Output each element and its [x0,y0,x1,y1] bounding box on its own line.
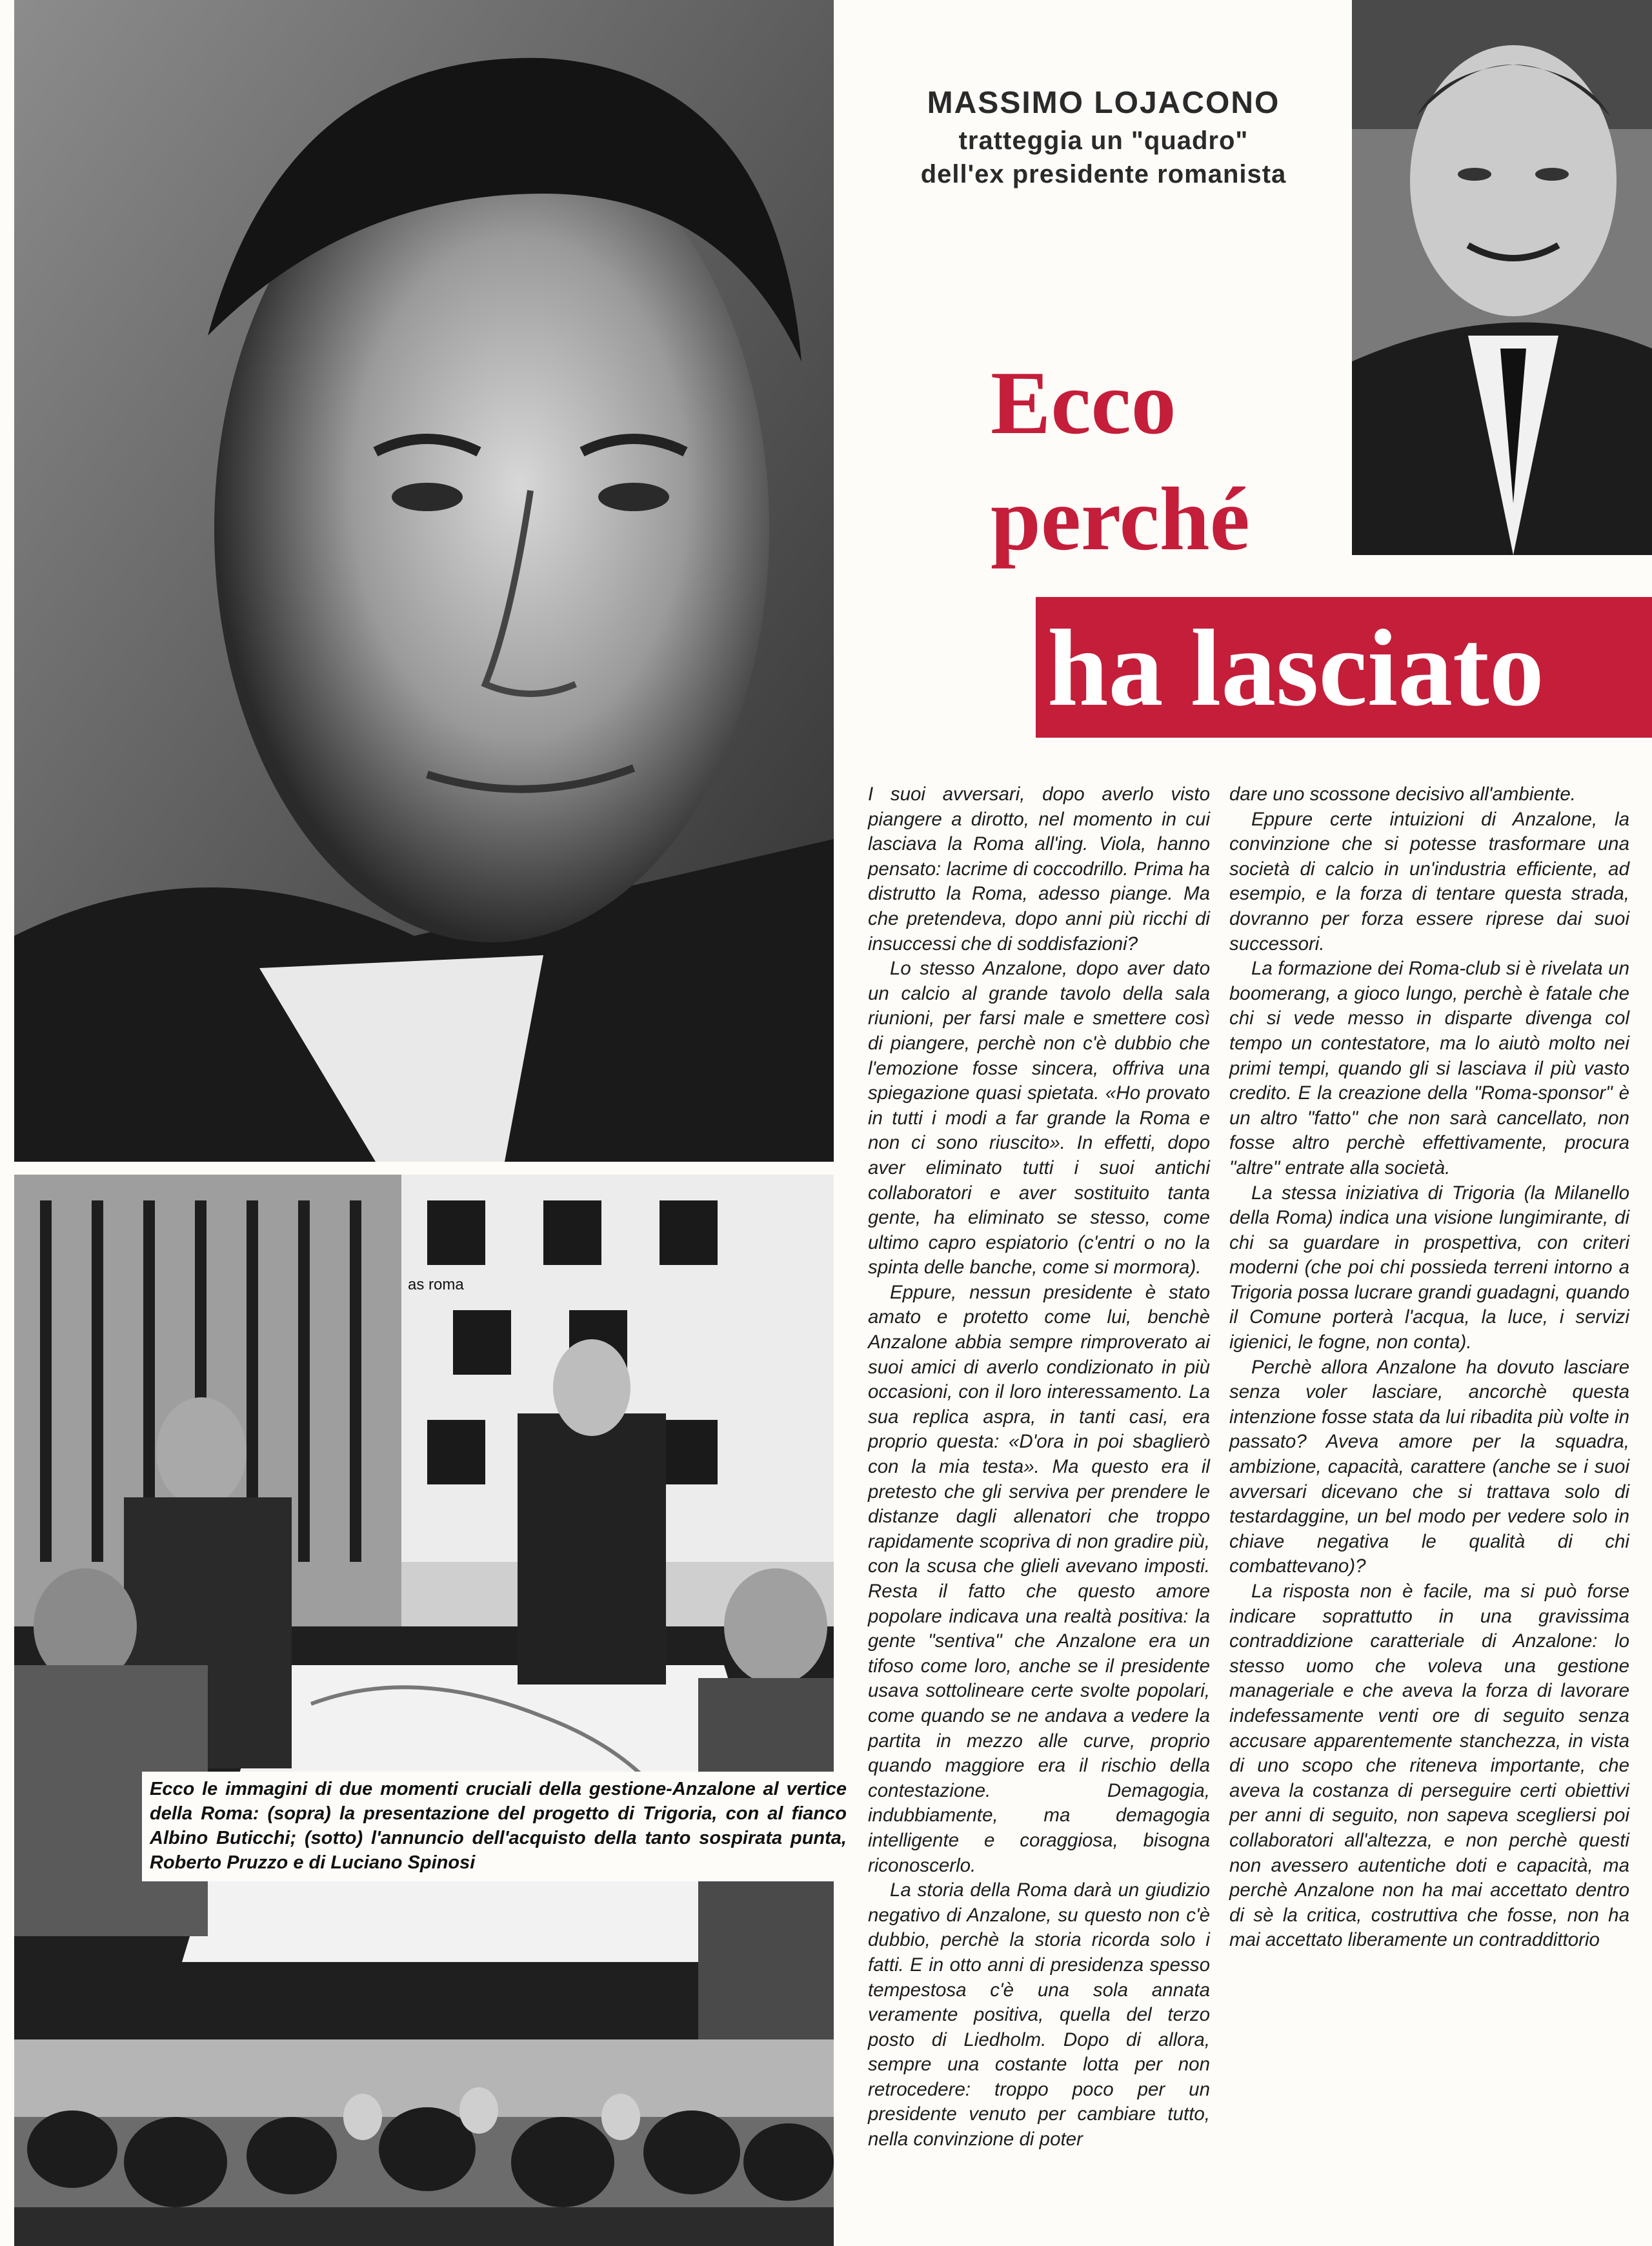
article-kicker [868,83,1339,191]
paragraph: La storia della Roma darà un giudizio negativo di Anzalone, su questo non c'è dubbio, perchè la storia ricorda solo i fatti. E in otto anni di presidenza spesso tempestosa c'è una sola annata veramente positiva, quella del terzo posto di Liedholm. Dopo di allora, sempre una costante lotta per non retrocedere: troppo poco per un presidente venuto per cambiare tutto, nella convinzione di poter [868,1879,1210,2150]
anzalone-portrait-photo [14,0,834,1162]
headline-line-3: ha lasciato [1047,607,1544,729]
paragraph: Eppure, nessun presidente è stato amato e protetto come lui, benchè Anzalone abbia sempre rimproverato ai suoi amici di averlo condizionato in più occasioni, con il loro interessamento. La sua replica aspra, in tanti casi, era proprio questa: «D'ora in poi sbaglierò con la mia testa». Ma questo era il pretesto che gli serviva per prendere le distanze dagli allenatori che troppo rapidamente scopriva di non gradire più, con la scusa che glieli avevano imposti. Resta il fatto che questo amore popolare indicava una realtà positiva: la gente "sentiva" che Anzalone era un tifoso come loro, anche se il presidente usava sottolineare certe svolte popolari, come quando se ne andava a vedere la partita in mezzo alle curve, proprio quando maggiore era il rischio della contestazione. Demagogia, indubbiamente, ma demagogia intelligente e coraggiosa, bisogna riconoscerlo. [868,1281,1210,1876]
kicker-line-2: dell'ex presidente romanista [920,160,1287,188]
anzalone-smiling-photo [1352,0,1652,555]
paragraph: dare uno scossone decisivo all'ambiente. [1229,784,1576,805]
headline-line-2: perché [991,469,1250,569]
headline-banner [1036,597,1652,738]
kicker-line-1: tratteggia un "quadro" [958,126,1249,155]
paragraph: La risposta non è facile, ma si può forse indicare soprattutto in una gravissima contraddizione caratteriale di Anzalone: lo stesso uomo che voleva una gestione manageriale e che aveva la forza di lavorare indefessamente venti ore di seguito senza accusare apparentemente stanchezza, in vista di uno scopo che riteneva importante, che aveva la costanza di perseguire certi obiettivi per anni di seguito, non sapeva scegliersi poi collaboratori all'altezza, e non perchè questi non avessero autentiche doti e capacità, ma perchè Anzalone non ha mai accettato dentro di sè la critica, costruttiva che fosse, non ha mai accettato liberamente un contraddittorio [1229,1581,1629,1951]
pruzzo-spinosi-announcement-photo [14,2039,834,2246]
body-column-1 [868,782,1210,2152]
paragraph: Lo stesso Anzalone, dopo aver dato un calcio al grande tavolo della sala riunioni, per farsi male e smettere così di piangere, perchè non c'è dubbio che l'emozione fosse sincera, offriva una spiegazione quasi spietata. «Ho provato in tutti i modi a far grande la Roma e non ci sono riuscito». In effetti, dopo aver eliminato tutti i suoi antichi collaboratori e aver sostituito tanta gente, ha eliminato se stesso, come ultimo capro espiatorio (c'entri o no la spinta delle banche, come si mormora). [868,958,1210,1279]
as-roma-logo-text: as roma [408,1276,464,1293]
body-column-2 [1229,782,1629,1953]
author-name: MASSIMO LOJACONO [927,86,1280,120]
trigoria-presentation-photo [14,1175,834,2065]
paragraph: I suoi avversari, dopo averlo visto piangere a dirotto, nel momento in cui lasciava la Roma all'ing. Viola, hanno pensato: lacrime di coccodrillo. Prima ha distrutto la Roma, adesso piange. Ma che pretendeva, dopo anni più ricchi di insuccessi che di soddisfazioni? [868,784,1210,955]
photo-caption: Ecco le immagini di due momenti cruciali della gestione-Anzalone al vertice della Roma: (sopra) la presentazione del progetto di Trigoria, con al fianco Albino Buticchi; (sotto) l'annuncio dell'acquisto della tanto sospirata punta, Roberto Pruzzo e di Luciano Spinosi [142,1772,854,1881]
headline-line-1: Ecco [991,353,1176,453]
paragraph: Eppure certe intuizioni di Anzalone, la convinzione che si potesse trasformare una società di calcio in un'industria efficiente, ad esempio, e la forza di tentare questa strada, dovranno per forza essere riprese dai suoi successori. [1229,808,1629,955]
paragraph: La stessa iniziativa di Trigoria (la Milanello della Roma) indica una visione lungimirante, di chi sa guardare in prospettiva, con criteri moderni (che poi chi possieda terreni intorno a Trigoria possa lucrare grandi guadagni, quando il Comune porterà l'acqua, la luce, i servizi igienici, le fogne, non conta). [1229,1182,1629,1353]
paragraph: La formazione dei Roma-club si è rivelata un boomerang, a gioco lungo, perchè è fatale che chi si vede messo in disparte divenga col tempo un contestatore, ma lo aiutò molto nei primi tempi, quando gli si lasciava il più vasto credito. E la creazione della "Roma-sponsor" è un altro "fatto" che non sarà cancellato, non fosse altro perchè effettivamente, procura "altre" entrate alla società. [1229,958,1629,1179]
paragraph: Perchè allora Anzalone ha dovuto lasciare senza voler lasciare, ancorchè questa intenzione fosse stata da lui ribadita più volte in passato? Aveva amore per la squadra, ambizione, capacità, carattere (anche se i suoi avversari dicevano che si trattava solo di testardaggine, un bel modo per vedere solo in chiave negativa le qualità di chi combattevano)? [1229,1356,1629,1577]
